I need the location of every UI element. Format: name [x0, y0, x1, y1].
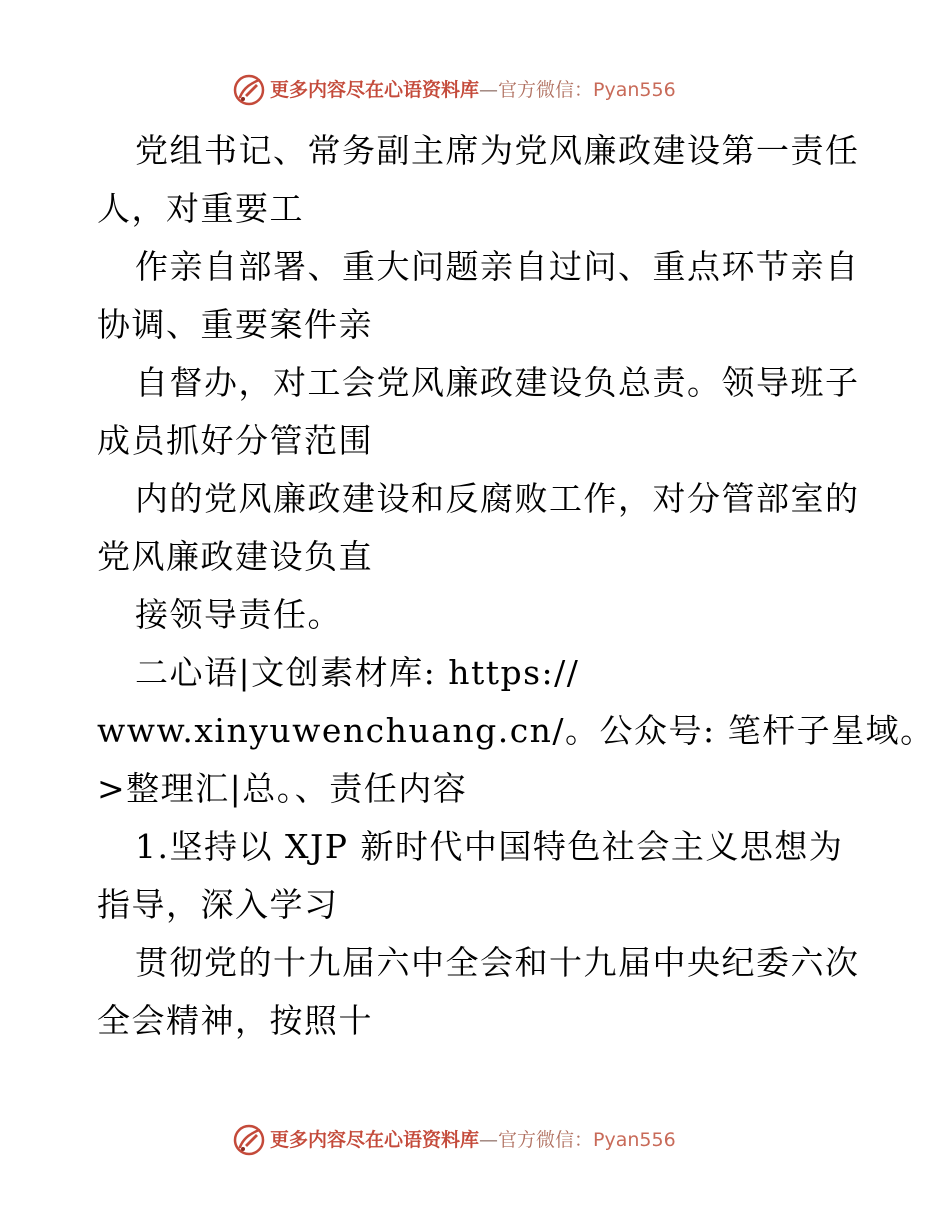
body-line: 党风廉政建设负直 [97, 537, 373, 576]
body-line: 接领导责任。 [135, 595, 342, 634]
body-line: 成员抓好分管范围 [97, 421, 373, 460]
footer-watermark [232, 1122, 676, 1158]
watermark-wechat-label: 官方微信： [498, 1129, 594, 1151]
body-line: 1.坚持以 XJP 新时代中国特色社会主义思想为 [135, 827, 844, 866]
body-line: 内的党风廉政建设和反腐败工作，对分管部室的 [135, 479, 860, 518]
watermark-separator: — [479, 1129, 499, 1151]
watermark-separator: — [479, 79, 499, 101]
body-line: www.xinyuwenchuang.cn/。公众号: 笔杆子星域。 [97, 711, 935, 750]
watermark-main-text: 更多内容尽在心语资料库 [270, 79, 480, 101]
body-line: 作亲自部署、重大问题亲自过问、重点环节亲自 [135, 247, 860, 286]
watermark-main-text: 更多内容尽在心语资料库 [270, 1129, 480, 1151]
watermark-text [270, 1123, 676, 1157]
body-line: 协调、重要案件亲 [97, 305, 373, 344]
body-line: 党组书记、常务副主席为党风廉政建设第一责任 [135, 131, 860, 170]
body-line: 指导，深入学习 [97, 885, 339, 924]
body-line: 二心语|文创素材库: https:// [135, 653, 580, 692]
watermark-wechat-id: Pyan556 [593, 79, 676, 101]
watermark-text [270, 73, 676, 107]
body-line: 自督办，对工会党风廉政建设负总责。领导班子 [135, 363, 860, 402]
body-line: 人，对重要工 [97, 189, 304, 228]
pen-swirl-logo-icon [232, 73, 266, 107]
body-line: 全会精神，按照十 [97, 1001, 373, 1040]
body-line: 贯彻党的十九届六中全会和十九届中央纪委六次 [135, 943, 860, 982]
document-body [97, 122, 935, 1050]
watermark-wechat-label: 官方微信： [498, 79, 594, 101]
pen-swirl-logo-icon [232, 1123, 266, 1157]
watermark-wechat-id: Pyan556 [593, 1129, 676, 1151]
header-watermark [232, 72, 676, 108]
body-line: >整理汇|总。、责任内容 [97, 769, 468, 808]
